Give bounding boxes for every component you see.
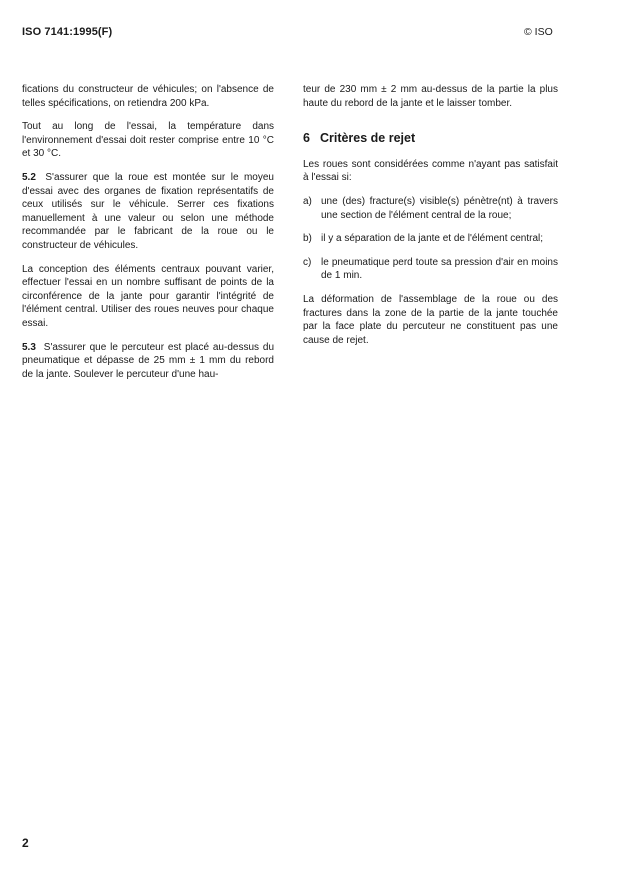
- copyright-mark: © ISO: [524, 26, 553, 38]
- list-item: [303, 232, 558, 246]
- section-heading: [303, 132, 558, 146]
- paragraph: fications du constructeur de véhicules; on l'absence de telles spécifications, on retiendra 200 kPa.: [22, 84, 274, 109]
- list-text: une (des) fracture(s) visible(s) pénètre(nt) à travers une section de l'élément central de la roue;: [321, 195, 558, 221]
- right-column: [303, 83, 558, 357]
- clause-number: 5.2: [22, 171, 36, 183]
- clause-5-3: [22, 341, 274, 382]
- paragraph: Les roues sont considérées comme n'ayant pas satisfait à l'essai si:: [303, 158, 558, 184]
- list-marker: a): [303, 195, 312, 207]
- section-title: Critères de rejet: [319, 131, 416, 146]
- paragraph: Tout au long de l'essai, la température dans l'environnement d'essai doit rester comprise entre 10 °C et 30 °C.: [22, 121, 274, 160]
- page-number: 2: [22, 836, 29, 850]
- list-item: [303, 195, 558, 222]
- paragraph: La déformation de l'assemblage de la roue ou des fractures dans la zone de la partie de la jante touchée par la face plate du percuteur ne constituent pas une cause de rejet.: [303, 293, 558, 346]
- list-marker: c): [303, 256, 312, 268]
- clause-text: S'assurer que le percuteur est placé au-dessus du pneumatique et dépasse de 25 mm ± 1 mm du rebord de la jante. Soulever le percuteur d'une hau-: [22, 341, 275, 380]
- list-text: le pneumatique perd toute sa pression d'air en moins de 1 min.: [321, 256, 558, 282]
- clause-text: S'assurer que la roue est montée sur le moyeu d'essai avec des organes de fixation représentatifs de ceux utilisés sur le véhicule. Serrer ces fixations manuellement à une valeur ou selon une méthode recommandée par le fabricant de la roue ou le constructeur de véhicules.: [22, 171, 274, 251]
- paragraph: La conception des éléments centraux pouvant varier, effectuer l'essai en un nombre suffisant de points de la circonférence de la jante pour garantir l'intégrité de l'élément central. Utiliser des roues neuves pour chaque essai.: [22, 263, 274, 329]
- paragraph: teur de 230 mm ± 2 mm au-dessus de la partie la plus haute du rebord de la jante et le laisser tomber.: [303, 84, 558, 109]
- list-marker: b): [303, 233, 312, 245]
- clause-number: 5.3: [22, 341, 36, 353]
- list-item: [303, 256, 558, 283]
- left-column: [22, 83, 274, 391]
- document-standard-id: ISO 7141:1995(F): [22, 26, 113, 38]
- list-text: il y a séparation de la jante et de l'élément central;: [321, 233, 544, 245]
- clause-5-2: [22, 171, 274, 253]
- section-number: 6: [303, 131, 310, 146]
